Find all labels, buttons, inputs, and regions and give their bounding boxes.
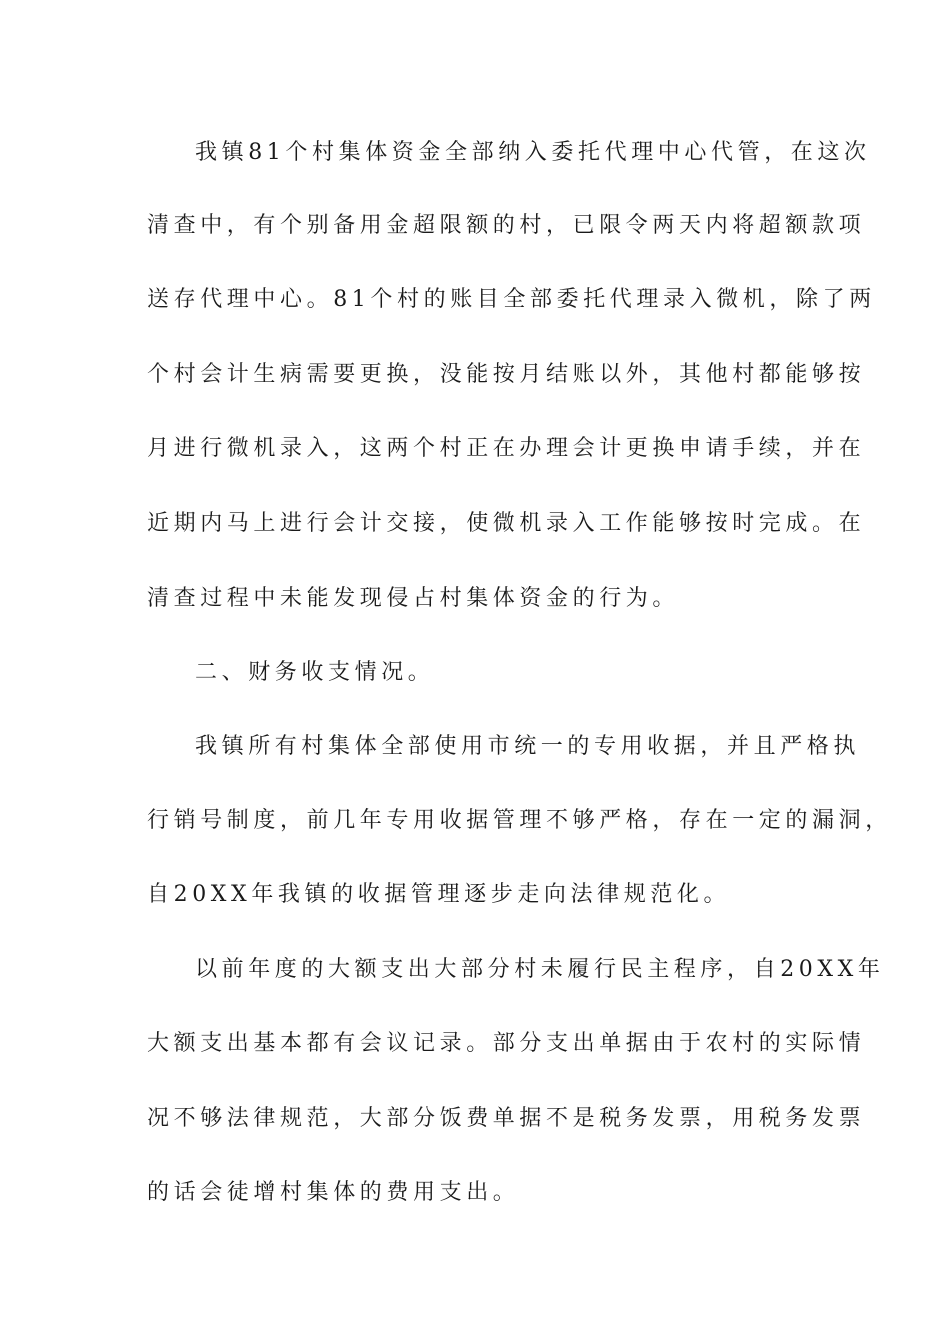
paragraph-line: 清查过程中未能发现侵占村集体资金的行为。 <box>147 586 680 611</box>
paragraph-line: 我镇81个村集体资金全部纳入委托代理中心代管，在这次 <box>195 140 871 165</box>
paragraph-line: 况不够法律规范，大部分饭费单据不是税务发票，用税务发票 <box>147 1106 866 1131</box>
paragraph-line: 的话会徒增村集体的费用支出。 <box>147 1180 520 1205</box>
paragraph-line: 个村会计生病需要更换，没能按月结账以外，其他村都能够按 <box>147 362 866 387</box>
paragraph-line: 送存代理中心。81个村的账目全部委托代理录入微机，除了两 <box>147 287 876 312</box>
paragraph-line: 自20XX年我镇的收据管理逐步走向法律规范化。 <box>147 882 731 907</box>
paragraph-line: 我镇所有村集体全部使用市统一的专用收据，并且严格执 <box>195 734 861 759</box>
paragraph-line: 大额支出基本都有会议记录。部分支出单据由于农村的实际情 <box>147 1031 866 1056</box>
paragraph-line: 清查中，有个别备用金超限额的村，已限令两天内将超额款项 <box>147 213 866 238</box>
paragraph-line: 近期内马上进行会计交接，使微机录入工作能够按时完成。在 <box>147 511 866 536</box>
section-heading: 二、财务收支情况。 <box>195 660 435 685</box>
paragraph-line: 行销号制度，前几年专用收据管理不够严格，存在一定的漏洞， <box>147 808 892 833</box>
paragraph-line: 月进行微机录入，这两个村正在办理会计更换申请手续，并在 <box>147 436 866 461</box>
paragraph-line: 以前年度的大额支出大部分村未履行民主程序，自20XX年 <box>195 957 885 982</box>
